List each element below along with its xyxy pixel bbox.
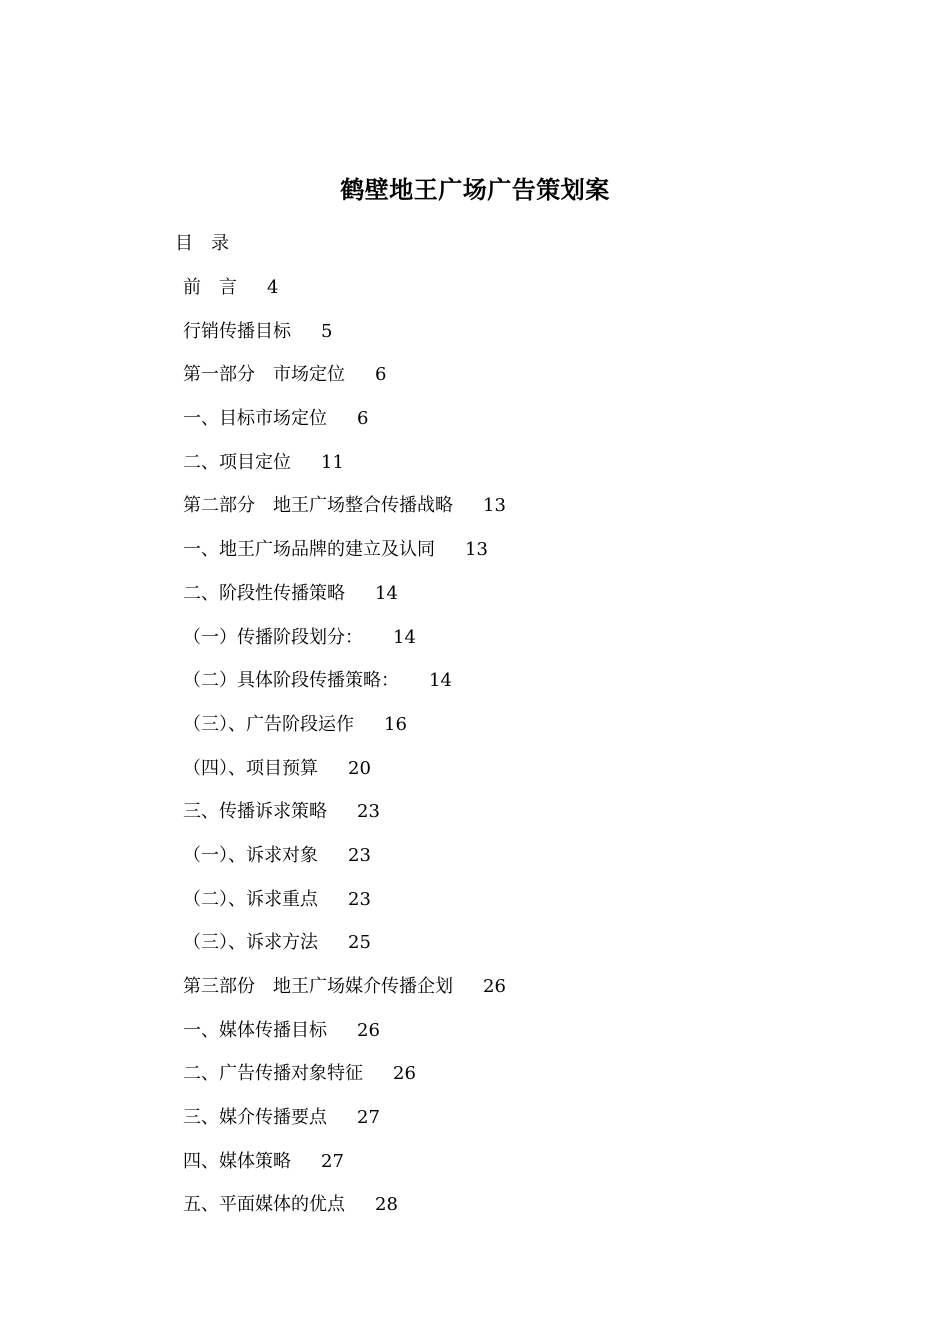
toc-entry-text: 第二部分 地王广场整合传播战略 [183, 495, 453, 517]
toc-entry-page: 27 [357, 1107, 380, 1129]
toc-entry-page: 11 [321, 451, 344, 473]
toc-entry-text: 行销传播目标 [183, 320, 291, 342]
toc-entry[interactable] [183, 1059, 506, 1103]
toc-entry-text: 五、平面媒体的优点 [183, 1194, 345, 1216]
toc-entry-text: 三、传播诉求策略 [183, 801, 327, 823]
toc-entry-page: 14 [393, 626, 416, 648]
toc-entry[interactable] [183, 1103, 506, 1147]
toc-entry-text: （三）、诉求方法 [183, 932, 318, 954]
toc-entry-text: 一、地王广场品牌的建立及认同 [183, 539, 435, 561]
toc-entry[interactable] [183, 972, 506, 1016]
toc-entry[interactable] [183, 1190, 506, 1234]
toc-entry-page: 23 [357, 801, 380, 823]
toc-entry[interactable] [183, 404, 506, 448]
toc-entry-page: 23 [348, 844, 371, 866]
toc-entry-page: 5 [321, 320, 333, 342]
toc-entry[interactable] [183, 928, 506, 972]
toc-entry[interactable] [183, 710, 506, 754]
toc-entry-text: 二、项目定位 [183, 451, 291, 473]
toc-entry[interactable] [183, 666, 506, 710]
toc-entry-text: 第三部份 地王广场媒介传播企划 [183, 976, 453, 997]
toc-entry-text: （二）、诉求重点 [183, 888, 318, 910]
toc-entry-page: 6 [375, 364, 387, 386]
toc-entry[interactable] [183, 579, 506, 623]
toc-entry-text: （一）传播阶段划分： [183, 626, 363, 648]
toc-entry-text: 一、目标市场定位 [183, 408, 327, 430]
toc-entry-text: （一）、诉求对象 [183, 844, 318, 866]
toc-entry[interactable] [183, 273, 506, 317]
toc-entry-text: 二、阶段性传播策略 [183, 582, 345, 604]
toc-entry-text: （三）、广告阶段运作 [183, 713, 354, 735]
toc-entry[interactable] [183, 754, 506, 798]
toc-entry[interactable] [183, 535, 506, 579]
toc-entry-text: 前 言 [183, 277, 237, 298]
toc-entry-text: 二、广告传播对象特征 [183, 1063, 363, 1085]
toc-entry-text: 一、媒体传播目标 [183, 1019, 327, 1041]
toc-entry-page: 23 [348, 888, 371, 910]
toc-entry-page: 13 [465, 539, 488, 561]
toc-heading: 目 录 [175, 233, 229, 254]
toc-entry[interactable] [183, 885, 506, 929]
toc-entry-text: （二）具体阶段传播策略： [183, 670, 399, 692]
toc-entry-page: 14 [429, 670, 452, 692]
toc-entry[interactable] [183, 360, 506, 404]
toc-entry-text: 第一部分 市场定位 [183, 364, 345, 386]
toc-entry[interactable] [183, 841, 506, 885]
toc-entry-page: 26 [393, 1063, 416, 1085]
toc-entry-page: 16 [384, 713, 407, 735]
toc-entry-page: 13 [483, 495, 506, 517]
toc-entry[interactable] [183, 317, 506, 361]
toc-entry-page: 27 [321, 1150, 344, 1172]
toc-entry-page: 4 [267, 277, 279, 298]
toc-entry-page: 26 [483, 976, 506, 997]
toc-entry-page: 25 [348, 932, 371, 954]
toc-entry-page: 20 [348, 757, 371, 779]
toc-entry-text: 四、媒体策略 [183, 1150, 291, 1172]
toc-entry-text: 三、媒介传播要点 [183, 1107, 327, 1129]
table-of-contents [183, 273, 506, 1234]
toc-entry[interactable] [183, 797, 506, 841]
toc-entry[interactable] [183, 448, 506, 492]
toc-entry-text: （四）、项目预算 [183, 757, 318, 779]
toc-entry-page: 6 [357, 408, 369, 430]
document-title: 鹤壁地王广场广告策划案 [340, 176, 610, 204]
toc-entry[interactable] [183, 1147, 506, 1191]
toc-entry-page: 14 [375, 582, 398, 604]
toc-entry-page: 26 [357, 1019, 380, 1041]
toc-entry[interactable] [183, 1016, 506, 1060]
toc-entry[interactable] [183, 623, 506, 667]
toc-entry-page: 28 [375, 1194, 398, 1216]
toc-entry[interactable] [183, 491, 506, 535]
